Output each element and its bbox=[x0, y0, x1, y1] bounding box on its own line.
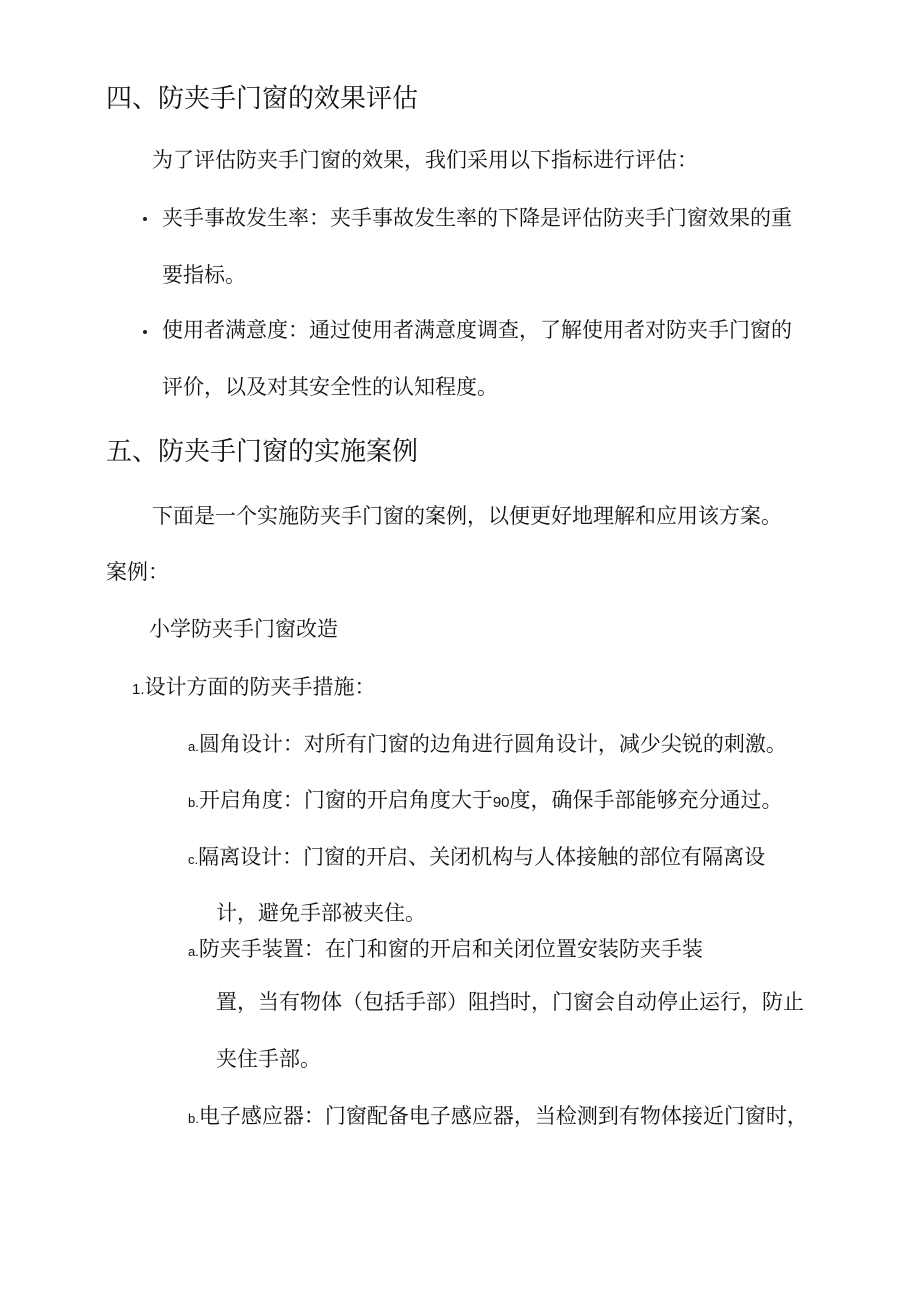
sub-item-a bbox=[188, 730, 787, 761]
list-item-1-text: 设计方面的防夹手措施： bbox=[144, 675, 376, 699]
sub-item-a2-line-1 bbox=[188, 935, 703, 966]
sub-item-a-text: 圆角设计：对所有门窗的边角进行圆角设计，减少尖锐的刺激。 bbox=[198, 732, 787, 756]
sub-item-c-line-1 bbox=[188, 843, 765, 874]
sub-item-c-line-2: 计，避免手部被夹住。 bbox=[216, 901, 426, 925]
sub-item-marker: c. bbox=[188, 852, 199, 867]
bullet-1-line-1: 夹手事故发生率：夹手事故发生率的下降是评估防夹手门窗效果的重 bbox=[162, 206, 792, 230]
bullet-dot-icon bbox=[143, 330, 147, 334]
sub-item-b2-line-1 bbox=[188, 1102, 808, 1133]
sub-item-marker: a. bbox=[188, 739, 199, 754]
bullet-dot-icon bbox=[143, 217, 147, 221]
bullet-1-line-2: 要指标。 bbox=[162, 263, 246, 287]
case-label: 案例： bbox=[106, 560, 169, 584]
sub-item-marker: b. bbox=[188, 1111, 199, 1126]
sub-item-c-text: 隔离设计：门窗的开启、关闭机构与人体接触的部位有隔离设 bbox=[198, 845, 766, 869]
section-5-heading: 五、防夹手门窗的实施案例 bbox=[106, 437, 419, 467]
sub-item-b bbox=[188, 786, 783, 817]
sub-item-b-text-a: 开启角度：门窗的开启角度大于 bbox=[198, 788, 493, 812]
bullet-2-line-2: 评价，以及对其安全性的认知程度。 bbox=[162, 375, 498, 399]
section-5-intro: 下面是一个实施防夹手门窗的案例，以便更好地理解和应用该方案。 bbox=[152, 504, 782, 528]
sub-item-a2-line-3: 夹住手部。 bbox=[216, 1047, 321, 1071]
sub-item-b2-text: 电子感应器：门窗配备电子感应器，当检测到有物体接近门窗时， bbox=[198, 1104, 808, 1128]
section-4-intro: 为了评估防夹手门窗的效果，我们采用以下指标进行评估： bbox=[152, 148, 698, 172]
sub-item-b-number: 90 bbox=[492, 794, 510, 811]
list-number: 1. bbox=[132, 681, 145, 698]
sub-item-a2-line-2: 置，当有物体（包括手部）阻挡时，门窗会自动停止运行，防止 bbox=[216, 990, 804, 1014]
list-item-1 bbox=[132, 673, 376, 704]
sub-item-a2-text: 防夹手装置：在门和窗的开启和关闭位置安装防夹手装 bbox=[198, 937, 703, 961]
sub-item-marker: a. bbox=[188, 944, 199, 959]
section-4-heading: 四、防夹手门窗的效果评估 bbox=[106, 84, 419, 114]
sub-item-b-text-b: 度，确保手部能够充分通过。 bbox=[509, 788, 783, 812]
bullet-2-line-1: 使用者满意度：通过使用者满意度调查，了解使用者对防夹手门窗的 bbox=[162, 318, 792, 342]
sub-item-marker: b. bbox=[188, 795, 199, 810]
case-title: 小学防夹手门窗改造 bbox=[149, 617, 338, 641]
